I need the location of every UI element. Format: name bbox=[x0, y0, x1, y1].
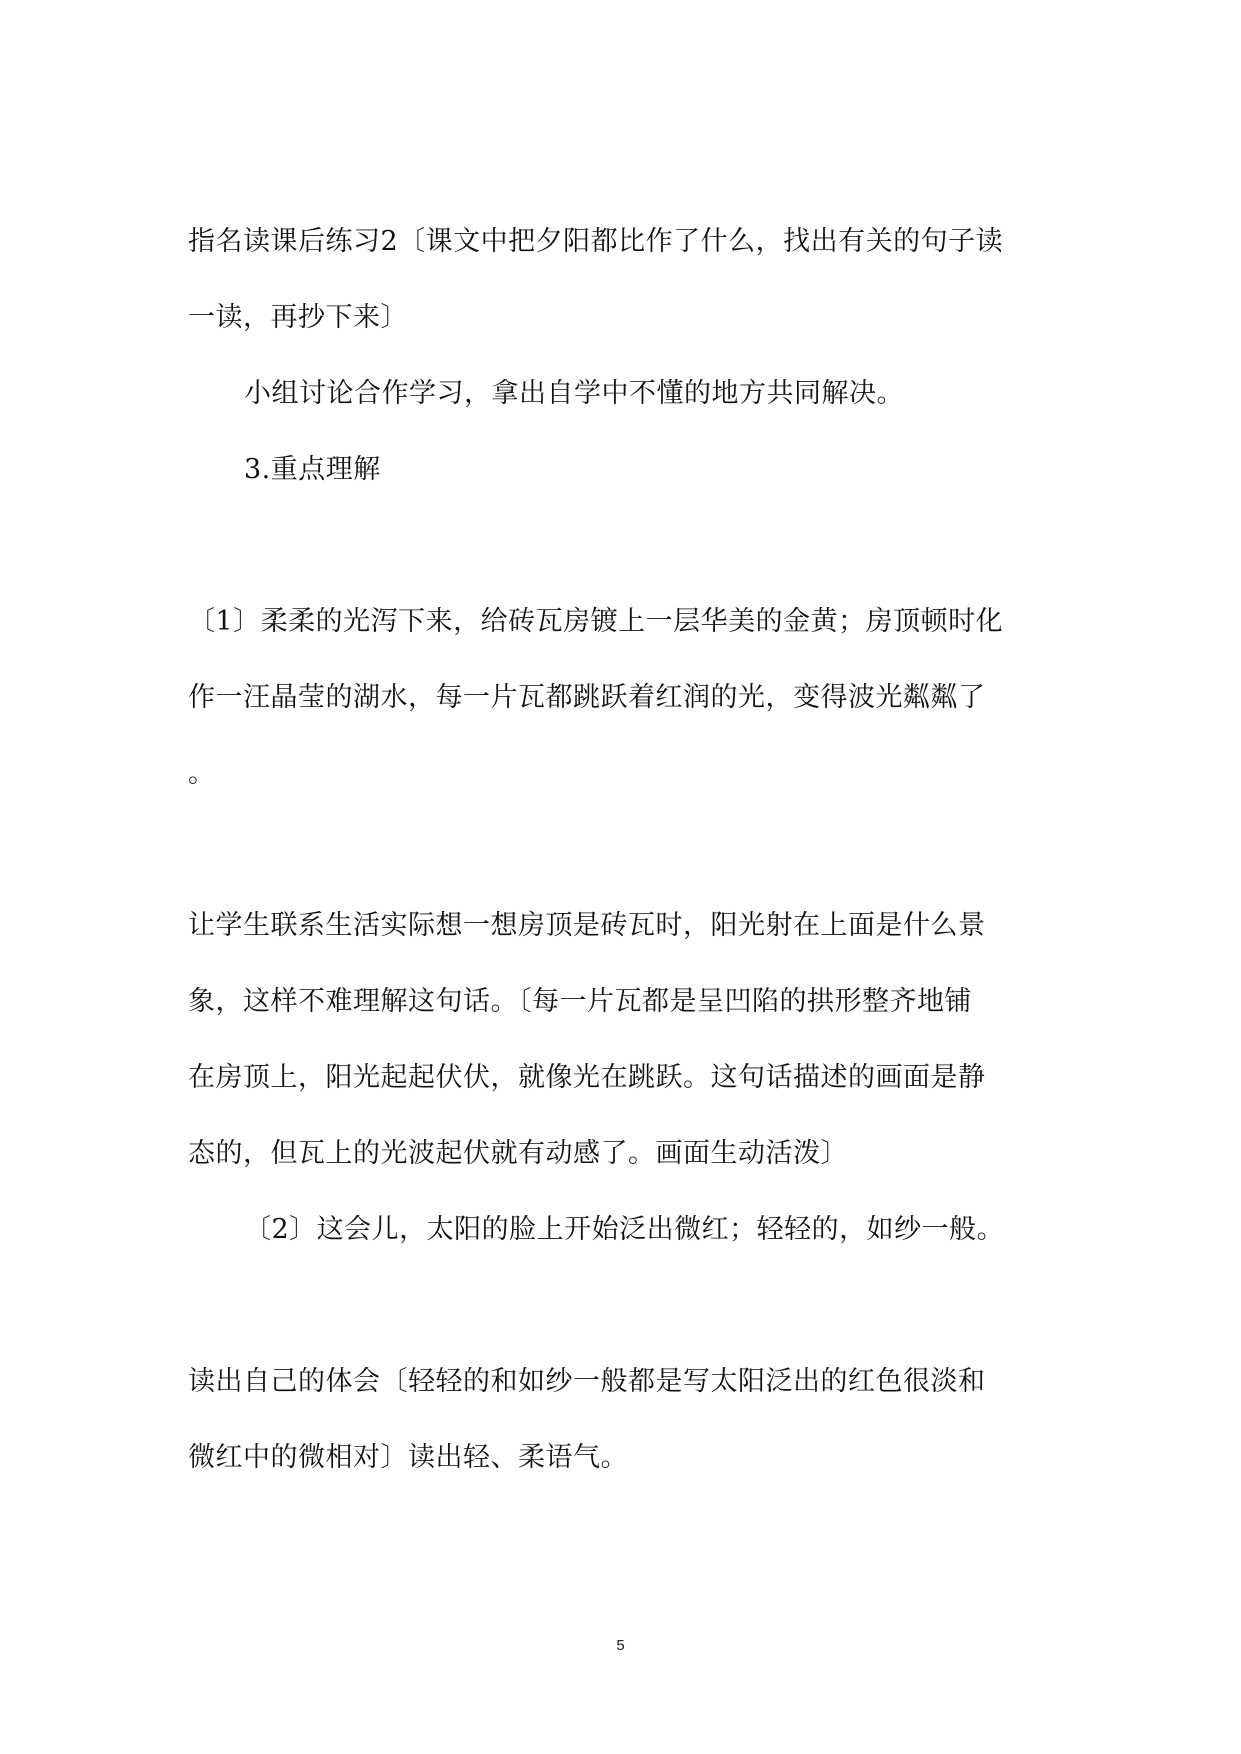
text-line: 态的，但瓦上的光波起伏就有动感了。画面生动活泼〕 bbox=[188, 1138, 848, 1169]
text-line: 微红中的微相对〕读出轻、柔语气。 bbox=[188, 1442, 628, 1473]
text-line: 作一汪晶莹的湖水，每一片瓦都跳跃着红润的光，变得波光粼粼了 bbox=[188, 682, 986, 713]
text-line: 。 bbox=[188, 758, 216, 789]
text-line: 指名读课后练习2〔课文中把夕阳都比作了什么，找出有关的句子读 bbox=[188, 226, 1004, 257]
page-number: 5 bbox=[616, 1637, 625, 1654]
text-line: 〔1〕柔柔的光泻下来，给砖瓦房镀上一层华美的金黄；房顶顿时化 bbox=[188, 606, 1004, 637]
text-line: 一读，再抄下来〕 bbox=[188, 302, 408, 333]
text-line: 让学生联系生活实际想一想房顶是砖瓦时，阳光射在上面是什么景 bbox=[188, 910, 986, 941]
text-line: 象，这样不难理解这句话。〔每一片瓦都是呈凹陷的拱形整齐地铺 bbox=[188, 986, 972, 1017]
text-line: 〔2〕这会儿，太阳的脸上开始泛出微红；轻轻的，如纱一般。 bbox=[244, 1214, 1005, 1245]
text-line: 读出自己的体会〔轻轻的和如纱一般都是写太阳泛出的红色很淡和 bbox=[188, 1366, 986, 1397]
text-line: 小组讨论合作学习，拿出自学中不懂的地方共同解决。 bbox=[244, 378, 904, 409]
text-line: 在房顶上，阳光起起伏伏，就像光在跳跃。这句话描述的画面是静 bbox=[188, 1062, 986, 1093]
section-heading: 3.重点理解 bbox=[244, 454, 381, 485]
